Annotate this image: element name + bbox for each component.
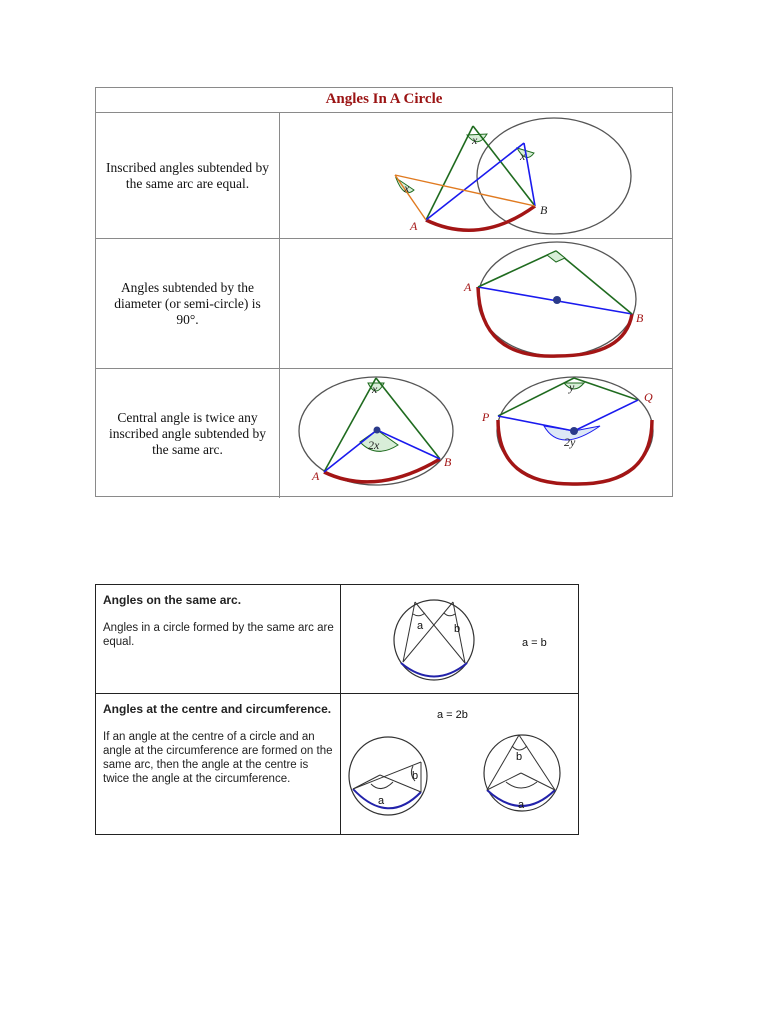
row-text: If an angle at the centre of a circle and an angle at the circumference are formed on the same arc, then the angle at the centre is twice the angle at the circumference. bbox=[103, 731, 333, 785]
equation: a = b bbox=[522, 637, 547, 649]
label-x-top: x bbox=[472, 133, 478, 147]
diagram-central-angles bbox=[280, 369, 672, 498]
row-description: Inscribed angles subtended by the same arc are equal. bbox=[96, 113, 280, 238]
table-row-same-arc bbox=[96, 585, 578, 694]
row-description-cell bbox=[96, 585, 341, 693]
label-b-right: b bbox=[516, 751, 523, 763]
row-description-cell bbox=[96, 694, 341, 834]
label-x: x bbox=[372, 382, 378, 396]
label-y: y bbox=[569, 380, 575, 394]
label-point-b: B bbox=[444, 455, 452, 469]
table-row-centre-circumference bbox=[96, 694, 578, 834]
label-a: a bbox=[417, 620, 424, 632]
label-point-b: B bbox=[540, 203, 548, 217]
diagram-inscribed-angles bbox=[280, 113, 672, 238]
table-title: Angles In A Circle bbox=[96, 88, 672, 113]
diagram-diameter-angle bbox=[280, 239, 672, 368]
angles-summary-table bbox=[95, 584, 579, 835]
table-row-diameter bbox=[96, 239, 672, 369]
label-point-a: A bbox=[312, 469, 320, 483]
angles-in-circle-table bbox=[95, 87, 673, 497]
label-point-a: A bbox=[410, 219, 418, 233]
equation: a = 2b bbox=[437, 709, 468, 721]
label-x-right: x bbox=[520, 149, 526, 163]
label-point-b: B bbox=[636, 311, 644, 325]
table-row-inscribed bbox=[96, 113, 672, 239]
diagram-centre-circumference bbox=[341, 694, 578, 834]
label-2x: 2x bbox=[368, 438, 380, 452]
label-x-left: x bbox=[404, 181, 410, 195]
label-point-q: Q bbox=[644, 390, 653, 404]
label-a-right: a bbox=[518, 799, 525, 811]
diagram-same-arc bbox=[341, 585, 578, 693]
row-description: Angles subtended by the diameter (or semi-circle) is 90°. bbox=[96, 239, 280, 368]
row-heading: Angles at the centre and circumference. bbox=[103, 702, 332, 716]
label-b-left: b bbox=[412, 770, 419, 782]
label-b: b bbox=[454, 623, 461, 635]
table-row-central-angle bbox=[96, 369, 672, 498]
label-a-left: a bbox=[378, 795, 385, 807]
label-point-a: A bbox=[464, 280, 472, 294]
label-2y: 2y bbox=[564, 435, 576, 449]
row-heading: Angles on the same arc. bbox=[103, 593, 242, 607]
row-description: Central angle is twice any inscribed angle subtended by the same arc. bbox=[96, 369, 280, 498]
label-point-p: P bbox=[482, 410, 490, 424]
row-text: Angles in a circle formed by the same arc are equal. bbox=[103, 622, 334, 648]
